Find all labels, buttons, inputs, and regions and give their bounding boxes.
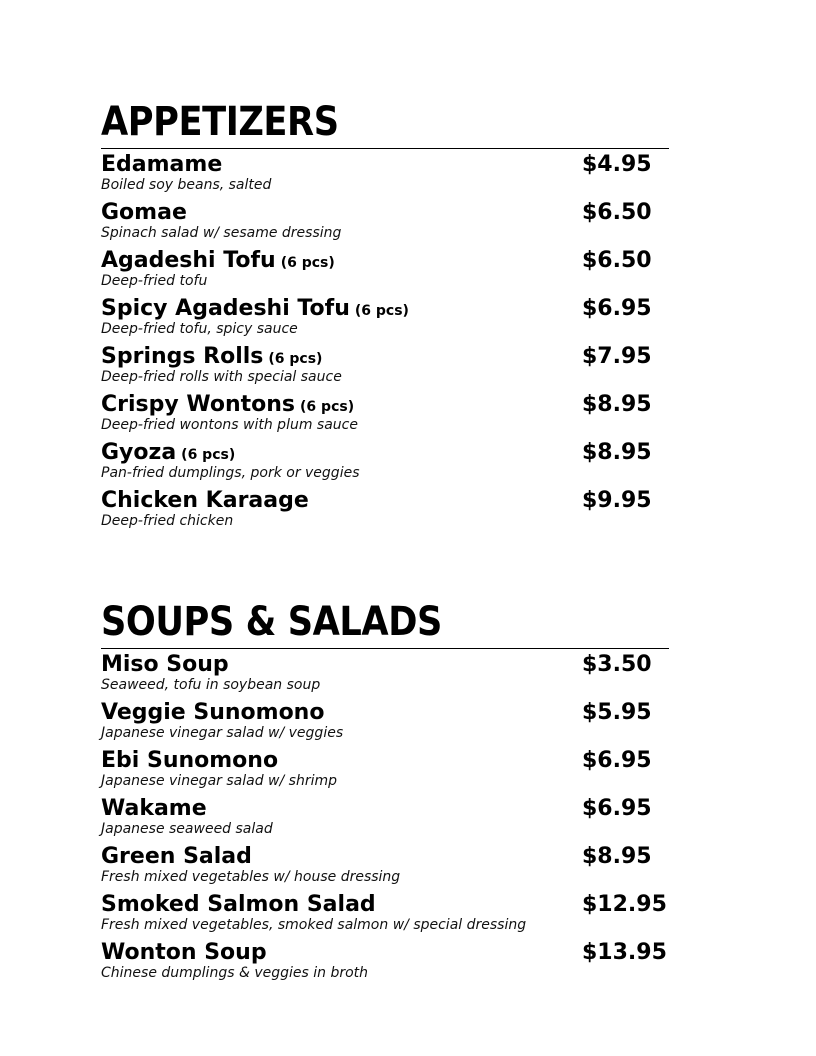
item-name: Gomae xyxy=(101,200,187,225)
item-price: $6.95 xyxy=(582,296,652,321)
item-description: Deep-fried tofu, spicy sauce xyxy=(101,321,298,337)
soups-salads-section xyxy=(101,597,669,987)
item-quantity: (6 pcs) xyxy=(300,399,355,415)
item-description: Chinese dumplings & veggies in broth xyxy=(101,965,369,981)
item-price: $3.50 xyxy=(582,652,652,677)
item-description: Spinach salad w/ sesame dressing xyxy=(101,225,342,241)
section-title: APPETIZERS xyxy=(101,99,339,145)
item-name: Crispy Wontons xyxy=(101,392,296,417)
menu-item xyxy=(101,439,669,487)
item-description: Fresh mixed vegetables w/ house dressing xyxy=(101,869,401,885)
item-quantity: (6 pcs) xyxy=(354,303,409,319)
item-price: $12.95 xyxy=(582,892,667,917)
item-name: Chicken Karaage xyxy=(101,488,309,513)
item-quantity: (6 pcs) xyxy=(280,255,335,271)
menu-item xyxy=(101,891,669,939)
item-description: Deep-fried chicken xyxy=(101,513,234,529)
item-price: $4.95 xyxy=(582,152,652,177)
menu-item xyxy=(101,295,669,343)
item-description: Deep-fried tofu xyxy=(101,273,208,289)
menu-item xyxy=(101,199,669,247)
item-price: $7.95 xyxy=(582,344,652,369)
item-price: $6.50 xyxy=(582,200,652,225)
item-description: Seaweed, tofu in soybean soup xyxy=(101,677,321,693)
item-description: Deep-fried wontons with plum sauce xyxy=(101,417,358,433)
item-quantity: (6 pcs) xyxy=(268,351,323,367)
menu-item xyxy=(101,795,669,843)
menu-item xyxy=(101,487,669,535)
item-name: Gyoza xyxy=(101,440,177,465)
menu-item xyxy=(101,939,669,987)
item-quantity: (6 pcs) xyxy=(181,447,236,463)
item-description: Deep-fried rolls with special sauce xyxy=(101,369,342,385)
item-price: $6.95 xyxy=(582,796,652,821)
item-name: Edamame xyxy=(101,152,223,177)
menu-item-list xyxy=(101,151,669,535)
menu-item-list xyxy=(101,651,669,987)
item-price: $9.95 xyxy=(582,488,652,513)
item-price: $8.95 xyxy=(582,440,652,465)
menu-item xyxy=(101,651,669,699)
item-name: Wakame xyxy=(101,796,207,821)
menu-item xyxy=(101,843,669,891)
menu-item xyxy=(101,391,669,439)
item-description: Boiled soy beans, salted xyxy=(101,177,272,193)
section-divider xyxy=(101,648,669,649)
item-price: $6.95 xyxy=(582,748,652,773)
section-title: SOUPS & SALADS xyxy=(101,599,442,645)
section-divider xyxy=(101,148,669,149)
appetizers-section xyxy=(101,97,669,535)
item-description: Japanese vinegar salad w/ shrimp xyxy=(101,773,337,789)
menu-item xyxy=(101,747,669,795)
item-price: $13.95 xyxy=(582,940,667,965)
item-price: $5.95 xyxy=(582,700,652,725)
item-name: Springs Rolls xyxy=(101,344,264,369)
item-name: Smoked Salmon Salad xyxy=(101,892,376,917)
item-name: Wonton Soup xyxy=(101,940,267,965)
menu-item xyxy=(101,247,669,295)
item-price: $8.95 xyxy=(582,392,652,417)
menu-item xyxy=(101,151,669,199)
item-name: Agadeshi Tofu xyxy=(101,248,276,273)
item-price: $6.50 xyxy=(582,248,652,273)
menu-item xyxy=(101,343,669,391)
item-name: Green Salad xyxy=(101,844,252,869)
item-description: Pan-fried dumplings, pork or veggies xyxy=(101,465,360,481)
item-description: Fresh mixed vegetables, smoked salmon w/ special dressing xyxy=(101,917,527,933)
item-price: $8.95 xyxy=(582,844,652,869)
item-name: Veggie Sunomono xyxy=(101,700,325,725)
item-name: Ebi Sunomono xyxy=(101,748,279,773)
item-description: Japanese seaweed salad xyxy=(101,821,273,837)
item-name: Miso Soup xyxy=(101,652,229,677)
menu-item xyxy=(101,699,669,747)
item-description: Japanese vinegar salad w/ veggies xyxy=(101,725,344,741)
item-name: Spicy Agadeshi Tofu xyxy=(101,296,350,321)
